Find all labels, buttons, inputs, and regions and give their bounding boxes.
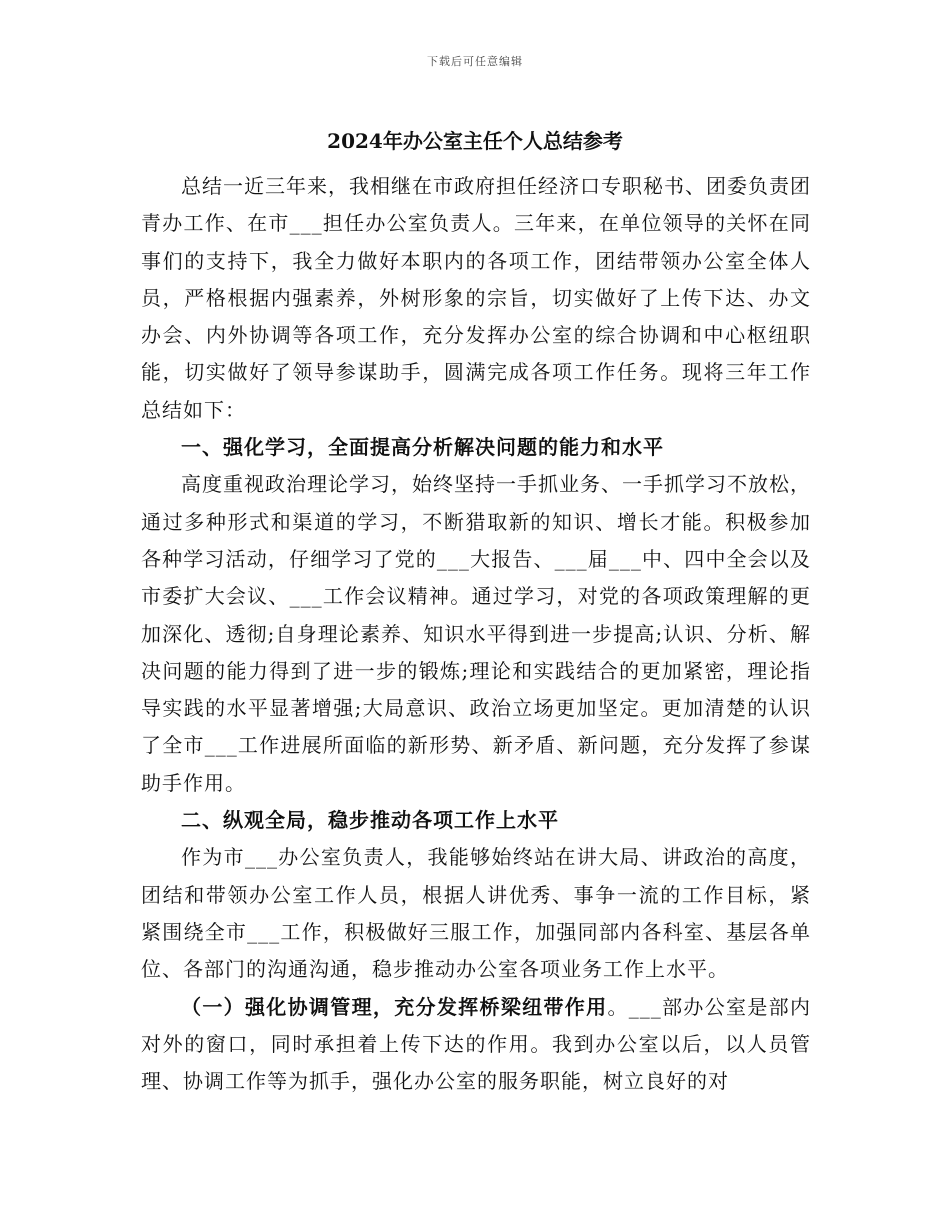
document-title: 2024年办公室主任个人总结参考	[327, 129, 623, 153]
section-heading-1: 一、强化学习，全面提高分析解决问题的能力和水平	[181, 435, 664, 460]
section-2-paragraph: 作为市___办公室负责人，我能够始终站在讲大局、讲政治的高度，团结和带领办公室工作人员，根据人讲优秀、事争一流的工作目标，紧紧围绕全市___工作，积极做好三服工作，加强同部内各科室、基层各单位、各部门的沟通沟通，稳步推动办公室各项业务工作上水平。	[141, 845, 811, 982]
intro-paragraph: 总结一近三年来，我相继在市政府担任经济口专职秘书、团委负责团青办工作、在市___担任办公室负责人。三年来，在单位领导的关怀在同事们的支持下，我全力做好本职内的各项工作，团结带领办公室全体人员，严格根据内强素养，外树形象的宗旨，切实做好了上传下达、办文办会、内外协调等各项工作，充分发挥办公室的综合协调和中心枢纽职能，切实做好了领导参谋助手，圆满完成各项工作任务。现将三年工作总结如下：	[141, 174, 811, 422]
subsection-1-heading: （一）强化协调管理，充分发挥桥梁纽带作用	[181, 994, 608, 1019]
section-heading-2: 二、纵观全局，稳步推动各项工作上水平	[181, 808, 559, 833]
subsection-1-text: 。___部办公室是部内对外的窗口，同时承担着上传下达的作用。我到办公室以后，以人员管理、协调工作等为抓手，强化办公室的服务职能，树立良好的对	[141, 994, 812, 1094]
subsection-1-paragraph	[141, 989, 811, 1101]
section-1-paragraph: 高度重视政治理论学习，始终坚持一手抓业务、一手抓学习不放松，通过多种形式和渠道的学习，不断猎取新的知识、增长才能。积极参加各种学习活动，仔细学习了党的___大报告、___届___中、四中全会以及市委扩大会议、___工作会议精神。通过学习，对党的各项政策理解的更加深化、透彻;自身理论素养、知识水平得到进一步提高;认识、分析、解决问题的能力得到了进一步的锻炼;理论和实践结合的更加紧密，理论指导实践的水平显著增强;大局意识、政治立场更加坚定。更加清楚的认识了全市___工作进展所面临的新形势、新矛盾、新问题，充分发挥了参谋助手作用。	[141, 472, 811, 795]
header-note: 下载后可任意编辑	[427, 55, 523, 68]
document-body	[141, 168, 811, 1100]
